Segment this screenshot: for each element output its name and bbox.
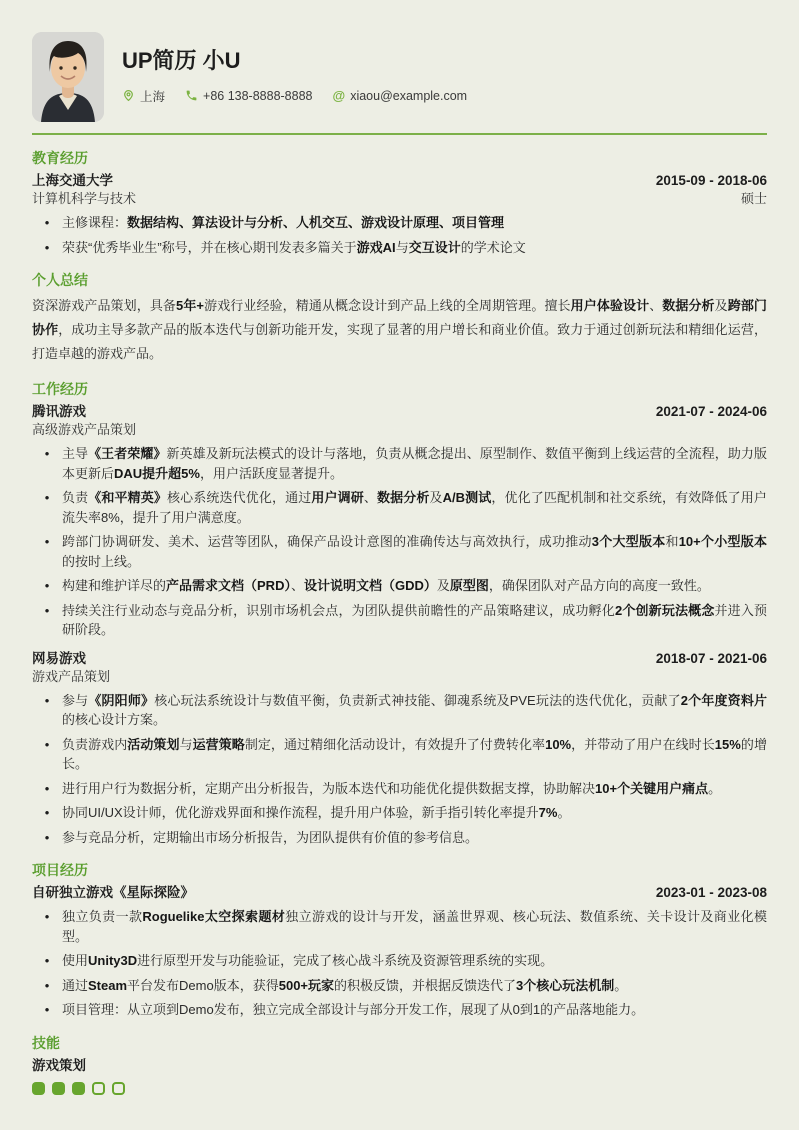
text-segment: 的核心设计方案。: [62, 712, 167, 727]
text-segment: 。: [708, 780, 722, 796]
bullet-list: [32, 213, 767, 257]
bullet-text: [62, 488, 767, 527]
entry-header: [32, 884, 767, 902]
text-segment: 及: [429, 490, 443, 505]
text-segment: 荣获“优秀毕业生”称号，并在核心期刊发表多篇关于: [62, 239, 357, 255]
bullet-list: [32, 691, 767, 848]
text-segment: 核心玩法系统设计与数值平衡，负责新式神技能、御魂系统及PVE玩法的迭代优化，贡献了: [154, 692, 681, 708]
text-segment: 资深游戏产品策划，具备: [32, 298, 176, 313]
bullet-text: [62, 828, 767, 848]
email-at-icon: @: [332, 88, 346, 104]
entry: [32, 884, 767, 1020]
text-segment: 5年+: [176, 298, 205, 313]
bullet-item: [32, 601, 767, 640]
bullet-dot: •: [44, 736, 50, 752]
text-segment: 参与竞品分析，定期输出市场分析报告，为团队提供有价值的参考信息。: [62, 829, 479, 845]
contact-email: [333, 88, 468, 103]
bullet-dot: •: [44, 1002, 50, 1017]
bullet-dot: •: [44, 490, 50, 505]
text-segment: 独立负责一款: [62, 909, 143, 924]
bullet-text: [62, 907, 767, 946]
bullet-item: [32, 488, 767, 527]
skill-name: 游戏策划: [32, 1057, 86, 1073]
text-segment: A/B测试: [442, 490, 492, 505]
text-segment: 负责: [62, 490, 89, 505]
candidate-name: UP简历 小U: [122, 48, 241, 74]
text-segment: 、: [363, 490, 377, 505]
profile-photo: [32, 32, 104, 122]
bullet-text: [62, 1000, 767, 1020]
text-segment: 主导: [62, 446, 89, 461]
contact-email-text: xiaou@example.com: [350, 88, 468, 103]
entry-title: 上海交通大学: [32, 173, 113, 188]
text-segment: 10+个关键用户痛点: [595, 780, 709, 796]
entry-role: 游戏产品策划: [32, 668, 111, 684]
text-segment: 数据分析: [662, 298, 715, 313]
text-segment: 《王者荣耀》: [88, 446, 167, 461]
entry-degree: 硕士: [740, 191, 767, 206]
skill-dot-filled: [72, 1082, 85, 1095]
text-segment: 构建和维护详尽的: [62, 578, 167, 593]
header-divider: [32, 133, 767, 135]
bullet-text: [62, 735, 767, 774]
section-projects: [32, 861, 767, 1020]
entry-subtitle-row: [32, 668, 767, 686]
entry: [32, 172, 767, 257]
bullet-dot: •: [44, 578, 50, 593]
bullet-dot: •: [44, 446, 50, 461]
text-segment: ，并带动了用户在线时长: [571, 736, 715, 752]
entry-title: 自研独立游戏《星际探险》: [32, 885, 194, 900]
skill-level-dots: [32, 1082, 767, 1095]
bullet-text: [62, 532, 767, 571]
bullet-text: [62, 691, 767, 730]
text-segment: ，用户活跃度显著提升。: [199, 465, 343, 481]
entry-title: 腾讯游戏: [32, 404, 86, 419]
text-segment: 协同UI/UX设计师，优化游戏界面和操作流程，提升用户体验，新手指引转化率提升: [62, 805, 539, 820]
bullet-dot: •: [44, 953, 50, 968]
text-segment: 2个创新玩法概念: [614, 602, 715, 618]
text-segment: 500+玩家: [278, 977, 335, 993]
text-segment: Steam: [88, 977, 128, 993]
text-segment: 项目管理：从立项到Demo发布，独立完成全部设计与部分开发工作，展现了从0到1的产品落地能力。: [62, 1002, 645, 1017]
text-segment: 3个核心玩法机制: [516, 977, 615, 993]
text-segment: 《和平精英》: [88, 490, 167, 505]
bullet-text: [62, 444, 767, 483]
text-segment: 通过: [62, 977, 89, 993]
section-title-projects: 项目经历: [32, 862, 88, 878]
entry-role: 计算机科学与技术: [32, 191, 137, 206]
section-education: [32, 149, 767, 257]
text-segment: 游戏行业经验，精通从概念设计到产品上线的全周期管理。擅长: [204, 298, 571, 313]
text-segment: 的增长。: [62, 736, 767, 771]
text-segment: Unity3D: [88, 953, 138, 968]
bullet-item: [32, 213, 767, 233]
text-segment: 游戏AI: [356, 239, 396, 255]
bullet-dot: •: [44, 805, 50, 820]
bullet-list: [32, 907, 767, 1020]
text-segment: 进行用户行为数据分析，定期产出分析报告，为版本迭代和功能优化提供数据支撑，协助解决: [62, 780, 596, 796]
section-title-work: 工作经历: [32, 381, 88, 397]
entry-date-range: 2023-01 - 2023-08: [655, 885, 767, 900]
bullet-item: [32, 828, 767, 848]
section-summary: [32, 271, 767, 366]
text-segment: 新英雄及新玩法模式的设计与落地，负责从概念提出、原型制作、数值平衡到上线运营的全流程，助力版本更新后: [62, 446, 767, 481]
text-segment: 及: [436, 578, 450, 593]
entry: [32, 650, 767, 848]
text-segment: 运营策略: [192, 736, 245, 752]
text-segment: 。: [557, 805, 571, 820]
entry-title: 网易游戏: [32, 650, 86, 666]
text-segment: 。: [614, 977, 628, 993]
contact-phone: [185, 89, 312, 103]
entry-role: 高级游戏产品策划: [32, 422, 137, 437]
bullet-text: [62, 238, 767, 258]
section-work: [32, 380, 767, 847]
text-segment: 用户调研: [311, 490, 364, 505]
section-title-skills: 技能: [32, 1034, 60, 1051]
text-segment: 进行原型开发与功能验证，完成了核心战斗系统及资源管理系统的实现。: [137, 953, 554, 968]
text-segment: 和: [665, 534, 679, 549]
text-segment: 7%: [538, 805, 558, 820]
text-segment: 与: [179, 736, 193, 752]
text-segment: ，确保团队对产品方向的高度一致性。: [488, 578, 710, 593]
bullet-dot: •: [44, 977, 50, 993]
text-segment: 持续关注行业动态与竞品分析，识别市场机会点，为团队提供前瞻性的产品策略建议，成功孵化: [62, 602, 615, 618]
skill-dot-filled: [32, 1082, 45, 1095]
text-segment: 的学术论文: [460, 239, 526, 255]
text-segment: ，优化了匹配机制和社交系统，有效降低了用户流失率8%，提升了用户满意度。: [62, 490, 767, 525]
bullet-list: [32, 444, 767, 640]
bullet-item: [32, 691, 767, 730]
bullet-item: [32, 951, 767, 971]
entry-header: [32, 650, 767, 668]
text-segment: 、: [649, 298, 663, 313]
text-segment: 跨部门协调研发、美术、运营等团队，确保产品设计意图的准确传达与高效执行，成功推动: [62, 534, 592, 549]
bullet-item: [32, 735, 767, 774]
text-segment: 设计说明文档（GDD）: [303, 578, 437, 593]
contact-location-text: 上海: [140, 89, 166, 104]
phone-icon: [185, 89, 198, 102]
bullet-text: [62, 576, 767, 596]
bullet-dot: •: [44, 692, 50, 708]
bullet-item: [32, 444, 767, 483]
bullet-dot: •: [44, 780, 50, 796]
text-segment: 平台发布Demo版本，获得: [127, 977, 279, 993]
bullet-dot: •: [44, 239, 50, 255]
text-segment: 核心系统迭代优化，通过: [167, 490, 312, 505]
summary-paragraph: [32, 294, 767, 366]
text-segment: 使用: [62, 953, 89, 968]
bullet-item: [32, 238, 767, 258]
text-segment: 10+个小型版本: [678, 534, 767, 549]
entry-date-range: 2018-07 - 2021-06: [655, 650, 767, 666]
entry-subtitle-row: [32, 421, 767, 439]
text-segment: 、: [290, 578, 304, 593]
text-segment: 主修课程：: [62, 215, 128, 230]
bullet-dot: •: [44, 534, 50, 549]
text-segment: 及: [714, 298, 728, 313]
text-segment: DAU提升超5%: [114, 465, 200, 481]
text-segment: 产品需求文档（PRD）: [166, 578, 291, 593]
bullet-item: [32, 1000, 767, 1020]
entry-header: [32, 172, 767, 190]
resume-body: [32, 149, 767, 1095]
bullet-item: [32, 976, 767, 996]
bullet-text: [62, 951, 767, 971]
skill-dot-empty: [92, 1082, 105, 1095]
entry-header: [32, 403, 767, 421]
text-segment: 跨部门协作: [32, 298, 767, 337]
bullet-text: [62, 976, 767, 996]
section-title-education: 教育经历: [32, 150, 88, 166]
entry: [32, 403, 767, 640]
text-segment: 用户体验设计: [570, 298, 650, 313]
bullet-dot: •: [44, 909, 50, 924]
text-segment: 原型图: [449, 578, 489, 593]
text-segment: 的按时上线。: [62, 553, 141, 569]
text-segment: Roguelike太空探索题材: [142, 909, 286, 924]
text-segment: 15%: [714, 736, 741, 752]
bullet-item: [32, 576, 767, 596]
bullet-item: [32, 907, 767, 946]
header-text-block: [122, 49, 767, 104]
skill-dot-empty: [112, 1082, 125, 1095]
bullet-text: [62, 601, 767, 640]
bullet-item: [32, 532, 767, 571]
contact-row: [122, 87, 767, 105]
resume-header: [32, 32, 767, 122]
text-segment: 与: [395, 239, 409, 255]
profile-photo-illustration: [32, 32, 104, 122]
contact-location: [122, 87, 165, 105]
bullet-text: [62, 213, 767, 233]
contact-phone-text: +86 138-8888-8888: [203, 88, 313, 103]
text-segment: 3个大型版本: [591, 534, 666, 549]
text-segment: 交互设计: [408, 239, 461, 255]
text-segment: 活动策划: [127, 736, 180, 752]
text-segment: ，成功主导多款产品的版本迭代与创新功能开发，实现了显著的用户增长和商业价值。致力于通过创新玩法和精细化运营，打造卓越的游戏产品。: [32, 322, 767, 361]
text-segment: 参与: [62, 692, 89, 708]
skill-dot-filled: [52, 1082, 65, 1095]
text-segment: 的积极反馈，并根据反馈迭代了: [334, 977, 517, 993]
bullet-item: [32, 779, 767, 799]
location-pin-icon: [122, 89, 135, 102]
text-segment: 数据分析: [377, 490, 430, 505]
text-segment: 2个年度资料片: [680, 692, 767, 708]
entry-date-range: 2021-07 - 2024-06: [655, 404, 767, 419]
text-segment: 数据结构、算法设计与分析、人机交互、游戏设计原理、项目管理: [127, 215, 505, 230]
text-segment: 独立游戏的设计与开发，涵盖世界观、核心玩法、数值系统、关卡设计及商业化模型。: [62, 909, 767, 944]
bullet-dot: •: [44, 602, 50, 618]
text-segment: 制定，通过精细化活动设计，有效提升了付费转化率: [244, 736, 546, 752]
section-skills: [32, 1034, 767, 1095]
text-segment: 并进入预研阶段。: [62, 602, 767, 637]
bullet-item: [32, 803, 767, 823]
section-title-summary: 个人总结: [32, 272, 88, 288]
bullet-text: [62, 779, 767, 799]
text-segment: 10%: [545, 736, 572, 752]
text-segment: 《阴阳师》: [88, 692, 155, 708]
entry-subtitle-row: [32, 190, 767, 208]
bullet-text: [62, 803, 767, 823]
text-segment: 负责游戏内: [62, 736, 128, 752]
entry-date-range: 2015-09 - 2018-06: [655, 173, 767, 188]
bullet-dot: •: [44, 829, 50, 845]
bullet-dot: •: [44, 215, 50, 230]
